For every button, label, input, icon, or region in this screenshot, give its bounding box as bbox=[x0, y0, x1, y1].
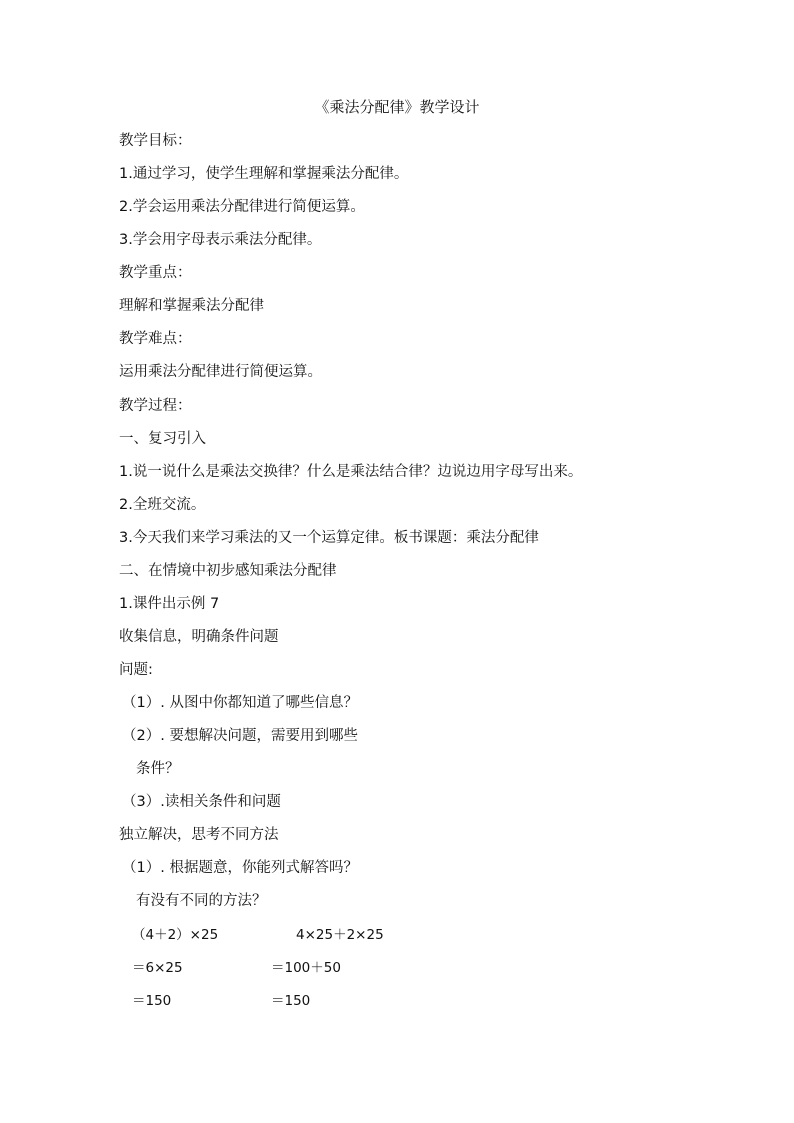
independent-solve-text: 独立解决，思考不同方法 bbox=[119, 827, 279, 843]
calc-right-line-1: 4×25＋2×25 bbox=[296, 927, 384, 943]
difficulty-text: 运用乘法分配律进行简便运算。 bbox=[119, 364, 322, 380]
objective-item-2: 2.学会运用乘法分配律进行简便运算。 bbox=[119, 199, 365, 215]
situation-item-1: 1.课件出示例 7 bbox=[119, 596, 220, 612]
heading-key-points: 教学重点： bbox=[119, 265, 192, 281]
calc-right-line-2: ＝100＋50 bbox=[271, 960, 341, 976]
objective-item-3: 3.学会用字母表示乘法分配律。 bbox=[119, 232, 322, 248]
heading-process: 教学过程： bbox=[119, 398, 192, 414]
review-item-1: 1.说一说什么是乘法交换律？什么是乘法结合律？边说边用字母写出来。 bbox=[119, 464, 583, 480]
solve-item-1-cont: 有没有不同的方法？ bbox=[136, 893, 267, 909]
calc-left-line-1: （4＋2）×25 bbox=[132, 927, 219, 943]
calc-left-line-3: ＝150 bbox=[132, 993, 172, 1009]
question-item-2-cont: 条件？ bbox=[136, 761, 180, 777]
section-situation: 二、在情境中初步感知乘法分配律 bbox=[119, 563, 337, 579]
collect-info-text: 收集信息，明确条件问题 bbox=[119, 629, 279, 645]
document-title: 《乘法分配律》教学设计 bbox=[314, 98, 480, 116]
question-item-2: （2）. 要想解决问题，需要用到哪些 bbox=[122, 728, 358, 744]
section-review: 一、复习引入 bbox=[119, 431, 206, 447]
question-item-1: （1）. 从图中你都知道了哪些信息？ bbox=[122, 695, 358, 711]
calc-right-line-3: ＝150 bbox=[271, 993, 311, 1009]
review-item-2: 2.全班交流。 bbox=[119, 497, 206, 513]
review-item-3: 3.今天我们来学习乘法的又一个运算定律。板书课题：乘法分配律 bbox=[119, 530, 539, 546]
question-item-3: （3）.读相关条件和问题 bbox=[122, 794, 281, 810]
key-point-text: 理解和掌握乘法分配律 bbox=[119, 298, 264, 314]
questions-label: 问题: bbox=[119, 662, 153, 678]
heading-difficulties: 教学难点： bbox=[119, 331, 192, 347]
objective-item-1: 1.通过学习，使学生理解和掌握乘法分配律。 bbox=[119, 166, 409, 182]
heading-objectives: 教学目标： bbox=[119, 133, 192, 149]
solve-item-1: （1）. 根据题意，你能列式解答吗？ bbox=[122, 860, 358, 876]
calc-left-line-2: ＝6×25 bbox=[132, 960, 183, 976]
